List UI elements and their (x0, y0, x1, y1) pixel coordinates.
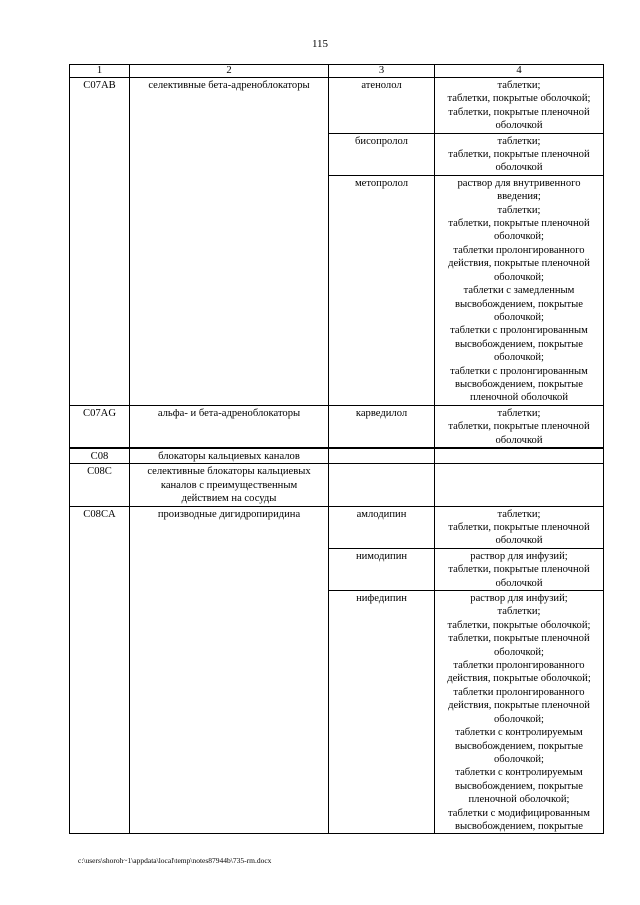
dosage-forms-cell (435, 464, 604, 506)
dosage-form-line: оболочкой; (494, 352, 544, 364)
dosage-form-line: таблетки пролонгированного (453, 660, 585, 672)
dosage-form-line: таблетки; (497, 407, 541, 419)
dosage-form-line: таблетки; (497, 606, 541, 618)
drug-group-line: блокаторы кальциевых каналов (158, 450, 300, 462)
dosage-form-line: таблетки, покрытые пленочной (448, 149, 590, 161)
dosage-form-line: таблетки; (497, 204, 541, 216)
dosage-forms-cell (435, 405, 604, 448)
dosage-form-line: оболочкой (495, 535, 543, 547)
drug-group-cell (130, 464, 329, 506)
drug-name-cell (329, 464, 435, 506)
dosage-form-line: оболочкой; (494, 753, 544, 765)
drug-group-line: селективные бета-адреноблокаторы (148, 80, 310, 91)
drug-classification-table (69, 64, 604, 834)
drug-name-cell: амлодипин (329, 506, 435, 548)
dosage-form-line: высвобождением, покрытые (455, 378, 583, 390)
atc-code-cell: C07AB (70, 78, 130, 406)
dosage-form-line: оболочкой (495, 434, 543, 446)
dosage-forms-cell (435, 506, 604, 548)
footer-file-path: c:\users\shoroh~1\appdata\local\temp\notes87944b\735-rm.docx (78, 856, 272, 865)
drug-group-line: альфа- и бета-адреноблокаторы (157, 407, 301, 419)
table-row (70, 78, 604, 134)
drug-group-line: селективные блокаторы кальциевых (147, 466, 311, 478)
dosage-form-line: высвобождением, покрытые (455, 338, 583, 350)
dosage-form-line: таблетки, покрытые оболочкой; (447, 619, 591, 631)
drug-name-cell: бисопролол (329, 133, 435, 175)
dosage-form-line: таблетки с замедленным (463, 285, 575, 297)
drug-group-line: производные дигидропиридина (157, 508, 301, 520)
dosage-form-line: таблетки с контролируемым (455, 727, 583, 739)
dosage-form-line: таблетки пролонгированного (453, 686, 585, 698)
dosage-form-line: раствор для инфузий; (470, 593, 568, 605)
dosage-form-line: оболочкой (495, 162, 543, 174)
dosage-form-line: раствор для внутривенного (457, 177, 581, 189)
dosage-form-line: таблетки пролонгированного (453, 244, 585, 256)
dosage-form-line: оболочкой; (494, 713, 544, 725)
dosage-form-line: высвобождением, покрытые (455, 298, 583, 310)
page-number: 115 (311, 38, 329, 50)
dosage-forms-cell (435, 175, 604, 405)
drug-name-cell: нимодипин (329, 548, 435, 590)
dosage-form-line: высвобождением, покрытые (455, 780, 583, 792)
dosage-form-line: таблетки, покрытые пленочной (448, 218, 590, 230)
dosage-form-line: таблетки с контролируемым (455, 767, 583, 779)
dosage-form-line: таблетки, покрытые пленочной (448, 633, 590, 645)
drug-group-cell (130, 448, 329, 464)
table-row (70, 464, 604, 506)
dosage-form-line: оболочкой; (494, 646, 544, 658)
dosage-forms-cell (435, 78, 604, 134)
drug-group-line: действием на сосуды (181, 493, 277, 505)
dosage-form-line: таблетки; (497, 508, 541, 520)
atc-code-cell: C08CA (70, 506, 130, 834)
column-header-3: 3 (329, 65, 435, 78)
atc-code-cell: C08C (70, 464, 130, 506)
dosage-form-line: таблетки, покрытые пленочной (448, 522, 590, 533)
atc-code-cell: C08 (70, 448, 130, 464)
dosage-form-line: пленочной оболочкой (469, 392, 569, 404)
dosage-form-line: таблетки; (497, 80, 541, 91)
dosage-form-line: таблетки, покрытые оболочкой; (447, 93, 591, 105)
dosage-form-line: оболочкой; (494, 231, 544, 243)
dosage-forms-cell (435, 548, 604, 590)
dosage-form-line: действия, покрытые пленочной (448, 700, 590, 712)
dosage-form-line: введения; (497, 191, 541, 203)
column-header-4: 4 (435, 65, 604, 78)
drug-name-cell: метопролол (329, 175, 435, 405)
dosage-form-line: оболочкой (495, 577, 543, 589)
dosage-form-line: таблетки, покрытые пленочной (448, 564, 590, 576)
dosage-form-line: оболочкой; (494, 311, 544, 323)
drug-group-cell (130, 405, 329, 448)
dosage-form-line: оболочкой; (494, 271, 544, 283)
drug-name-cell (329, 448, 435, 464)
drug-group-cell (130, 506, 329, 834)
dosage-form-line: таблетки с пролонгированным (450, 365, 588, 377)
table-row (70, 405, 604, 448)
drug-group-line: каналов с преимущественным (160, 479, 298, 491)
dosage-form-line: действия, покрытые пленочной (448, 258, 590, 270)
dosage-form-line: пленочной оболочкой; (468, 794, 570, 806)
table-row (70, 506, 604, 548)
dosage-form-line: таблетки; (497, 135, 541, 147)
dosage-form-line: таблетки с модифицированным (448, 807, 590, 819)
drug-name-cell: карведилол (329, 405, 435, 448)
dosage-forms-cell (435, 133, 604, 175)
dosage-forms-cell (435, 591, 604, 834)
table-header-row (70, 65, 604, 78)
atc-code-cell: C07AG (70, 405, 130, 448)
dosage-form-line: действия, покрытые оболочкой; (447, 673, 591, 685)
drug-name-cell: нифедипин (329, 591, 435, 834)
dosage-form-line: таблетки, покрытые пленочной (448, 106, 590, 118)
dosage-form-line: таблетки, покрытые пленочной (448, 421, 590, 433)
dosage-form-line: высвобождением, покрытые (455, 740, 583, 752)
dosage-form-line: таблетки с пролонгированным (450, 325, 588, 337)
column-header-2: 2 (130, 65, 329, 78)
column-header-1: 1 (70, 65, 130, 78)
dosage-form-line: оболочкой (495, 120, 543, 132)
drug-name-cell: атенолол (329, 78, 435, 134)
drug-group-cell (130, 78, 329, 406)
dosage-forms-cell (435, 448, 604, 464)
dosage-form-line: высвобождением, покрытые (455, 820, 583, 832)
table-row (70, 448, 604, 464)
dosage-form-line: раствор для инфузий; (470, 550, 568, 562)
